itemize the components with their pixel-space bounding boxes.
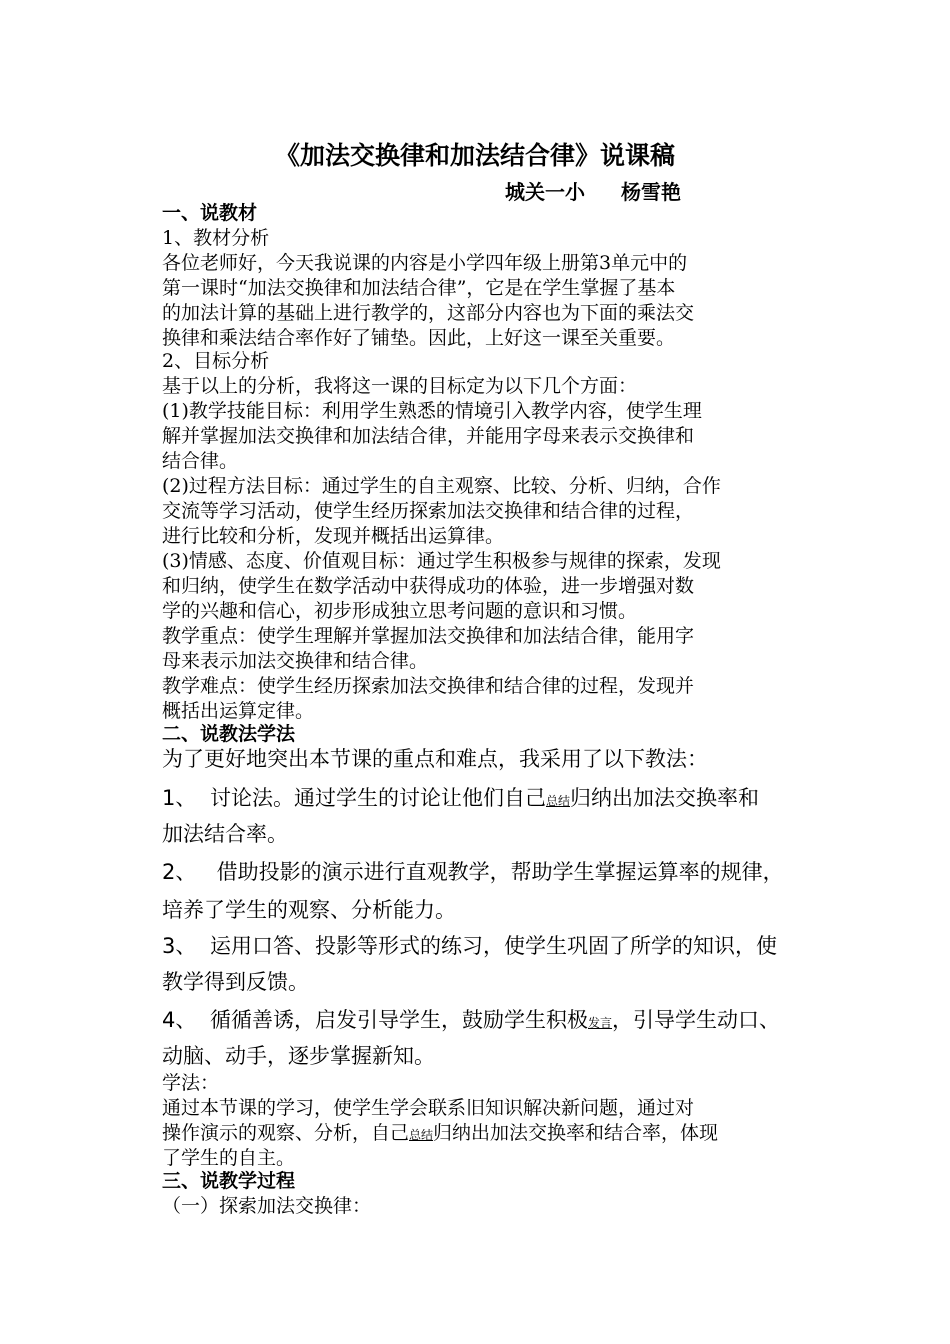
paragraph-line: 的加法计算的基础上进行教学的，这部分内容也为下面的乘法交	[162, 302, 695, 324]
list-item-number: 4、	[162, 1008, 197, 1032]
list-item: 1、 讨论法。通过学生的讨论让他们自己总结归纳出加法交换率和	[162, 786, 760, 810]
document-title: 《加法交换律和加法结合律》说课稿	[274, 141, 675, 170]
author-line	[505, 176, 681, 205]
paragraph-line: 了学生的自主。	[162, 1147, 296, 1169]
paragraph-line: 和归纳，使学生在数学活动中获得成功的体验，进一步增强对数	[162, 575, 695, 597]
paragraph-line: 教学重点：使学生理解并掌握加法交换律和加法结合律，能用字	[162, 625, 695, 647]
paragraph-line: 换律和乘法结合率作好了铺垫。因此，上好这一课至关重要。	[162, 327, 676, 349]
author-school: 城关一小	[505, 180, 585, 204]
list-item: 3、 运用口答、投影等形式的练习，使学生巩固了所学的知识，使	[162, 934, 777, 958]
section3-sub1: （一）探索加法交换律：	[162, 1195, 372, 1217]
section1-sub1: 1、教材分析	[162, 227, 270, 249]
list-item-continuation: 动脑、动手，逐步掌握新知。	[162, 1044, 435, 1068]
list-item-continuation: 教学得到反馈。	[162, 970, 309, 994]
list-item-continuation: 加法结合率。	[162, 822, 288, 846]
paragraph-line: 第一课时“加法交换律和加法结合律”，它是在学生掌握了基本	[162, 277, 676, 299]
section2-heading: 二、说教法学法	[162, 723, 296, 745]
paragraph-line: 母来表示加法交换律和结合律。	[162, 650, 429, 672]
paragraph-line: 各位老师好，今天我说课的内容是小学四年级上册第3单元中的	[162, 252, 688, 274]
list-item-number: 2、	[162, 860, 197, 884]
list-item: 2、 借助投影的演示进行直观教学，帮助学生掌握运算率的规律，	[162, 860, 784, 884]
section2-intro: 为了更好地突出本节课的重点和难点，我采用了以下教法：	[162, 747, 708, 771]
section3-heading: 三、说教学过程	[162, 1170, 296, 1192]
paragraph-line: 操作演示的观察、分析，自己总结归纳出加法交换率和结合率，体现	[162, 1122, 719, 1144]
paragraph-line: 概括出运算定律。	[162, 700, 315, 722]
list-item-number: 1、	[162, 786, 197, 810]
paragraph-line: (2)过程方法目标：通过学生的自主观察、比较、分析、归纳，合作	[162, 475, 721, 497]
paragraph-line: 进行比较和分析，发现并概括出运算律。	[162, 525, 505, 547]
section1-heading: 一、说教材	[162, 202, 258, 224]
list-item-continuation: 培养了学生的观察、分析能力。	[162, 898, 456, 922]
author-name: 杨雪艳	[621, 180, 681, 204]
paragraph-line: 教学难点：使学生经历探索加法交换律和结合律的过程，发现并	[162, 675, 695, 697]
section1-sub2: 2、目标分析	[162, 350, 270, 372]
list-item-number: 3、	[162, 934, 197, 958]
paragraph-line: 结合律。	[162, 450, 239, 472]
paragraph-line: 交流等学习活动，使学生经历探索加法交换律和结合律的过程，	[162, 500, 695, 522]
paragraph-line: 通过本节课的学习，使学生学会联系旧知识解决新问题，通过对	[162, 1097, 695, 1119]
paragraph-line: (1)教学技能目标：利用学生熟悉的情境引入教学内容，使学生理	[162, 400, 702, 422]
paragraph-line: 学的兴趣和信心，初步形成独立思考问题的意识和习惯。	[162, 600, 638, 622]
paragraph-line: 基于以上的分析，我将这一课的目标定为以下几个方面：	[162, 375, 638, 397]
xuefa-label: 学法：	[162, 1072, 220, 1094]
paragraph-line: 解并掌握加法交换律和加法结合律，并能用字母来表示交换律和	[162, 425, 695, 447]
paragraph-line: (3)情感、态度、价值观目标：通过学生积极参与规律的探索，发现	[162, 550, 721, 572]
list-item: 4、 循循善诱，启发引导学生，鼓励学生积极发言，引导学生动口、	[162, 1008, 781, 1032]
